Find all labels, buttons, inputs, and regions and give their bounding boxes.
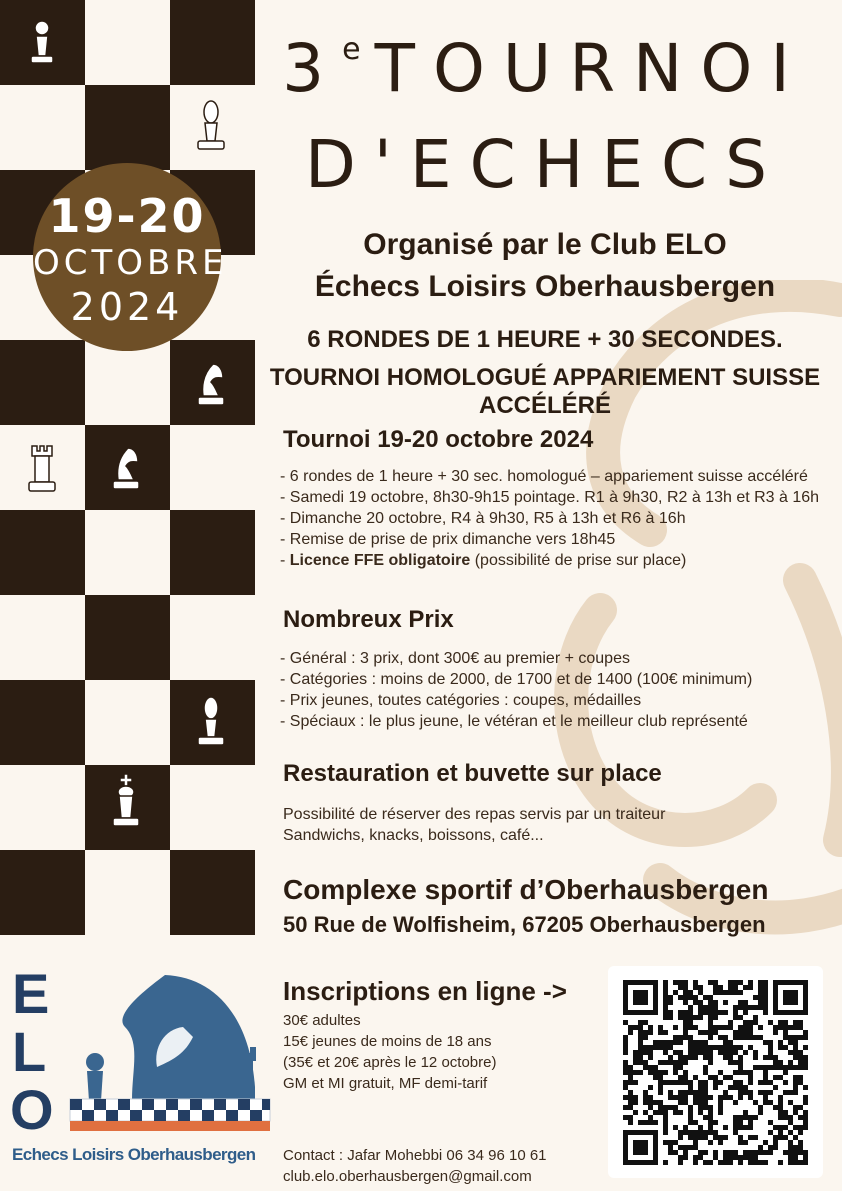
- logo-letter: O: [10, 1078, 54, 1141]
- list-item: - Prix jeunes, toutes catégories : coupes, médailles: [280, 692, 642, 709]
- knight-icon: [191, 352, 231, 412]
- qr-code-icon[interactable]: [623, 980, 808, 1165]
- list-item: - Catégories : moins de 2000, de 1700 et de 1400 (100€ minimum): [280, 671, 753, 688]
- date-badge: [33, 163, 228, 351]
- date-month: OCTOBRE: [33, 243, 228, 283]
- title-superscript: e: [342, 32, 361, 67]
- contact-email: club.elo.oberhausbergen@gmail.com: [283, 1168, 532, 1185]
- bishop-icon: [191, 96, 231, 156]
- food-line2: Sandwichs, knacks, boissons, café...: [283, 827, 544, 844]
- organizer-line1: Organisé par le Club ELO: [363, 228, 727, 261]
- bishop-icon: [191, 692, 231, 752]
- rounds-line2: TOURNOI HOMOLOGUÉ APPARIEMENT SUISSE ACCÉLÉRÉ: [269, 364, 821, 419]
- knight-icon: [106, 436, 146, 496]
- rounds-line1: 6 RONDES DE 1 HEURE + 30 SECONDES.: [307, 326, 783, 353]
- logo-name: Echecs Loisirs Oberhausbergen: [12, 1145, 256, 1164]
- title-number: 3: [282, 30, 343, 107]
- prizes-heading: Nombreux Prix: [283, 606, 454, 633]
- club-logo: [10, 962, 275, 1170]
- license-bold: Licence FFE obligatoire: [289, 552, 471, 569]
- list-item: [280, 550, 819, 571]
- title-line2: D'ECHECS: [304, 126, 786, 203]
- pawn-icon: [22, 14, 62, 74]
- title-line1: TOURNOI: [374, 30, 808, 107]
- page-title: [250, 30, 840, 107]
- logo-letter: L: [12, 1020, 47, 1083]
- registration-line: (35€ et 20€ après le 12 octobre): [283, 1054, 497, 1071]
- contact-line: Contact : Jafar Mohebbi 06 34 96 10 61: [283, 1147, 547, 1164]
- prizes-list: [280, 648, 752, 732]
- list-item: - Remise de prise de prix dimanche vers 18h45: [280, 531, 616, 548]
- registration-heading: Inscriptions en ligne ->: [283, 976, 567, 1006]
- license-rest: (possibilité de prise sur place): [470, 552, 687, 569]
- food-line1: Possibilité de réserver des repas servis par un traiteur: [283, 806, 666, 823]
- date-days: 19-20: [48, 189, 206, 243]
- venue-name: Complexe sportif d’Oberhausbergen: [283, 874, 769, 905]
- tournament-heading: Tournoi 19-20 octobre 2024: [283, 426, 594, 453]
- chess-pieces-logo-icon: [65, 967, 275, 1139]
- list-item: - 6 rondes de 1 heure + 30 sec. homologué – appariement suisse accéléré: [280, 468, 808, 485]
- list-item: - Général : 3 prix, dont 300€ au premier + coupes: [280, 650, 630, 667]
- food-heading: Restauration et buvette sur place: [283, 760, 662, 787]
- logo-letter: E: [12, 962, 50, 1025]
- registration-line: 15€ jeunes de moins de 18 ans: [283, 1033, 492, 1050]
- organizer-line2: Échecs Loisirs Oberhausbergen: [314, 270, 776, 303]
- registration-line: 30€ adultes: [283, 1012, 361, 1029]
- king-icon: [106, 772, 146, 832]
- list-item: - Dimanche 20 octobre, R4 à 9h30, R5 à 13h et R6 à 16h: [280, 510, 686, 527]
- list-item: - Samedi 19 octobre, 8h30-9h15 pointage. R1 à 9h30, R2 à 13h et R3 à 16h: [280, 489, 820, 506]
- tournament-list: [280, 466, 819, 571]
- venue-address: 50 Rue de Wolfisheim, 67205 Oberhausbergen: [283, 912, 766, 937]
- registration-line: GM et MI gratuit, MF demi-tarif: [283, 1075, 488, 1092]
- qr-code-panel[interactable]: [608, 966, 823, 1178]
- rook-icon: [22, 438, 62, 498]
- date-year: 2024: [70, 285, 184, 329]
- list-item: - Spéciaux : le plus jeune, le vétéran et le meilleur club représenté: [280, 713, 748, 730]
- license-prefix: -: [280, 552, 290, 569]
